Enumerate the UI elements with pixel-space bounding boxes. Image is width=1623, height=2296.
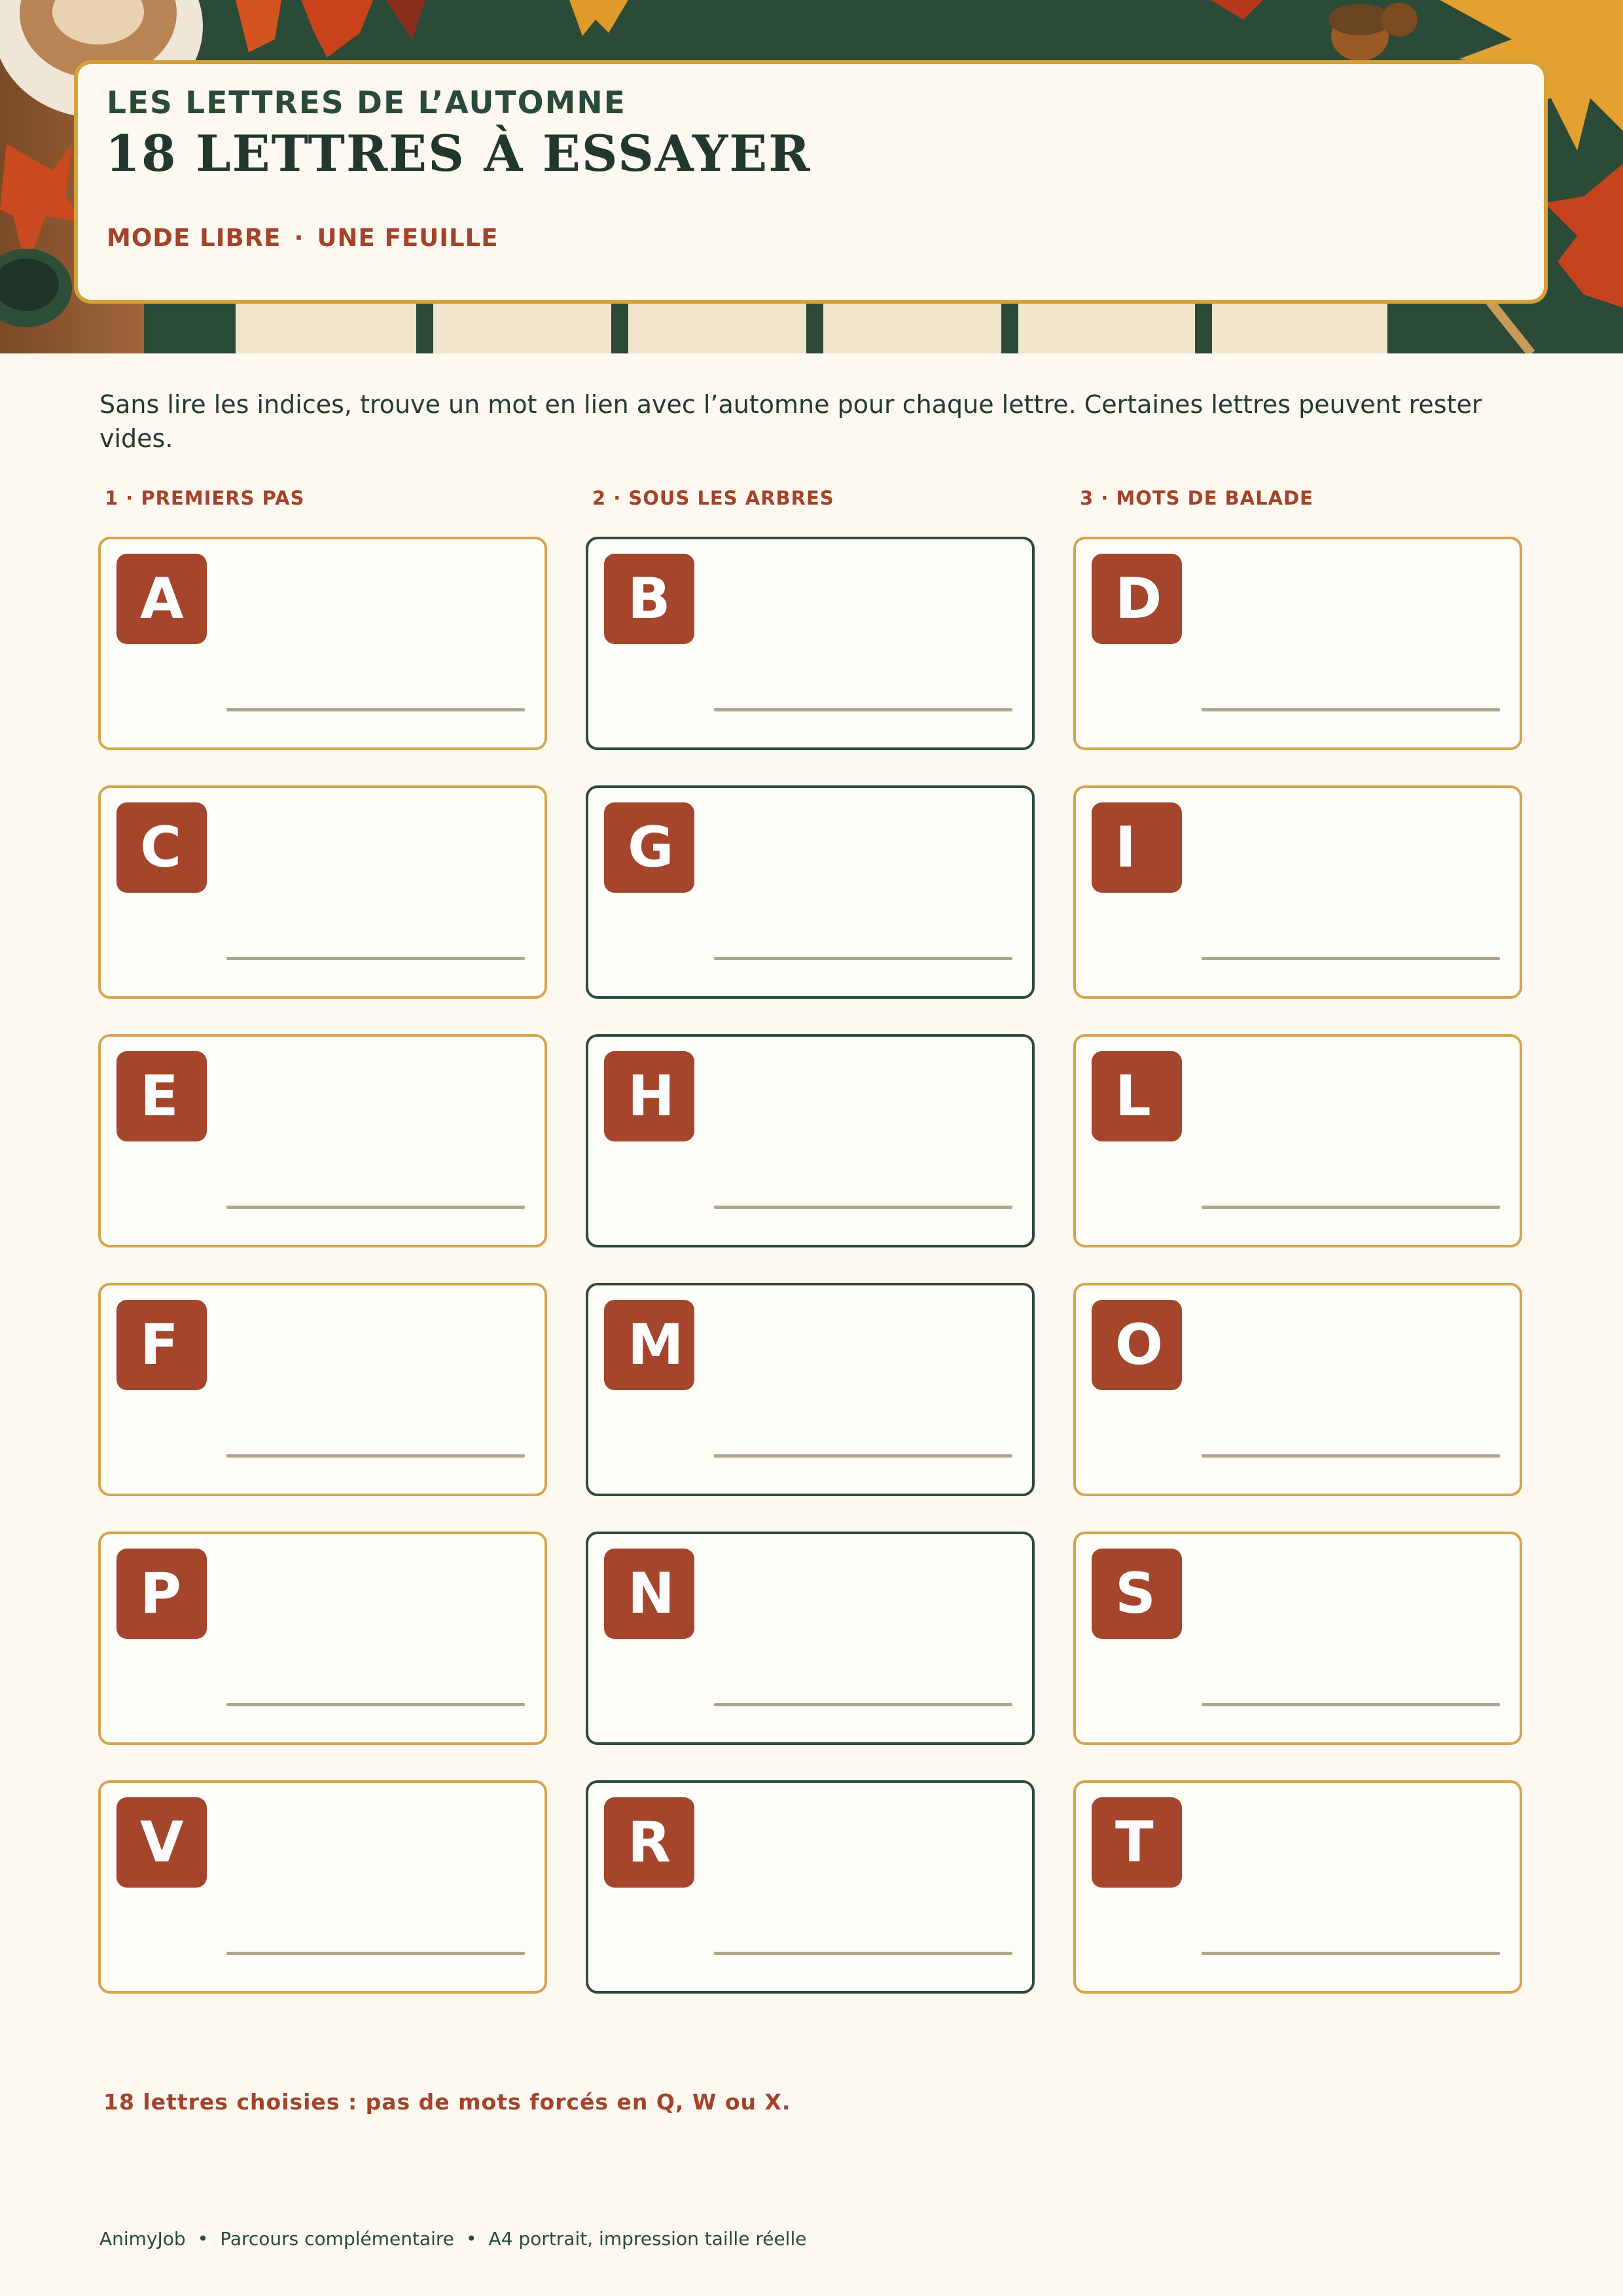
letters-note: 18 lettres choisies : pas de mots forcés en Q, W ou X. xyxy=(103,2089,791,2115)
page-title: 18 LETTRES À ESSAYER xyxy=(105,124,812,183)
letter-badge: S xyxy=(1092,1549,1182,1639)
letter-card-B xyxy=(586,537,1035,750)
letter-card-L xyxy=(1073,1034,1522,1247)
footer xyxy=(99,2228,806,2250)
letter-badge: T xyxy=(1092,1797,1182,1888)
acorn-icon xyxy=(1321,0,1419,62)
answer-line[interactable] xyxy=(714,1206,1012,1209)
letter-card-E xyxy=(98,1034,547,1247)
letter-card-O xyxy=(1073,1283,1522,1496)
title-card xyxy=(74,60,1548,304)
letter-card-A xyxy=(98,537,547,750)
yellow-leaf-icon xyxy=(563,0,635,39)
letter-badge: C xyxy=(116,802,207,893)
letter-badge: M xyxy=(604,1300,694,1390)
letter-badge: A xyxy=(116,554,207,644)
letter-badge: V xyxy=(116,1797,207,1888)
letter-card-I xyxy=(1073,785,1522,999)
letter-badge: P xyxy=(116,1549,207,1639)
answer-line[interactable] xyxy=(714,957,1012,960)
letter-badge: G xyxy=(604,802,694,893)
footer-bullet: • xyxy=(197,2228,209,2250)
letter-card-H xyxy=(586,1034,1035,1247)
footer-print-info: A4 portrait, impression taille réelle xyxy=(488,2228,807,2250)
letter-badge: R xyxy=(604,1797,694,1888)
answer-line[interactable] xyxy=(1202,1454,1500,1458)
mode-line xyxy=(107,224,498,252)
letter-badge: L xyxy=(1092,1051,1182,1141)
letter-badge: H xyxy=(604,1051,694,1141)
letter-badge: I xyxy=(1092,802,1182,893)
letter-card-F xyxy=(98,1283,547,1496)
letter-card-T xyxy=(1073,1780,1522,1994)
answer-line[interactable] xyxy=(714,1952,1012,1955)
column-heading-2: 2 · SOUS LES ARBRES xyxy=(592,487,834,509)
letter-card-S xyxy=(1073,1532,1522,1745)
answer-line[interactable] xyxy=(714,708,1012,711)
answer-line[interactable] xyxy=(226,957,525,960)
answer-line[interactable] xyxy=(226,708,525,711)
letter-badge: O xyxy=(1092,1300,1182,1390)
format-label: UNE FEUILLE xyxy=(317,224,499,252)
red-leaf-icon xyxy=(1211,0,1263,26)
letter-card-V xyxy=(98,1780,547,1994)
answer-line[interactable] xyxy=(1202,1206,1500,1209)
series-label: LES LETTRES DE L’AUTOMNE xyxy=(107,85,626,121)
letter-badge: F xyxy=(116,1300,207,1390)
letter-badge: D xyxy=(1092,554,1182,644)
answer-line[interactable] xyxy=(226,1952,525,1955)
letter-card-C xyxy=(98,785,547,999)
letter-badge: E xyxy=(116,1051,207,1141)
mode-label: MODE LIBRE xyxy=(107,224,281,252)
footer-bullet: • xyxy=(466,2228,477,2250)
footer-course: Parcours complémentaire xyxy=(220,2228,455,2250)
header-banner xyxy=(0,0,1623,353)
column-heading-3: 3 · MOTS DE BALADE xyxy=(1080,487,1313,509)
red-leaf-icon xyxy=(1544,164,1623,308)
footer-brand: AnimyJob xyxy=(99,2228,186,2250)
letter-card-R xyxy=(586,1780,1035,1994)
letter-card-M xyxy=(586,1283,1035,1496)
answer-line[interactable] xyxy=(226,1206,525,1209)
answer-line[interactable] xyxy=(1202,708,1500,711)
letter-card-P xyxy=(98,1532,547,1745)
letter-badge: B xyxy=(604,554,694,644)
letter-card-D xyxy=(1073,537,1522,750)
letter-badge: N xyxy=(604,1549,694,1639)
answer-line[interactable] xyxy=(1202,1703,1500,1706)
answer-line[interactable] xyxy=(1202,1952,1500,1955)
answer-line[interactable] xyxy=(1202,957,1500,960)
answer-line[interactable] xyxy=(226,1454,525,1458)
instructions: Sans lire les indices, trouve un mot en lien avec l’automne pour chaque lettre. Certaines lettres peuvent rester vides. xyxy=(99,390,1482,453)
autumn-leaves-icon xyxy=(223,0,432,59)
separator: · xyxy=(294,224,304,252)
answer-line[interactable] xyxy=(226,1703,525,1706)
letter-card-G xyxy=(586,785,1035,999)
answer-line[interactable] xyxy=(714,1454,1012,1458)
letter-card-N xyxy=(586,1532,1035,1745)
column-heading-1: 1 · PREMIERS PAS xyxy=(105,487,305,509)
green-mug-icon xyxy=(0,249,72,353)
answer-line[interactable] xyxy=(714,1703,1012,1706)
